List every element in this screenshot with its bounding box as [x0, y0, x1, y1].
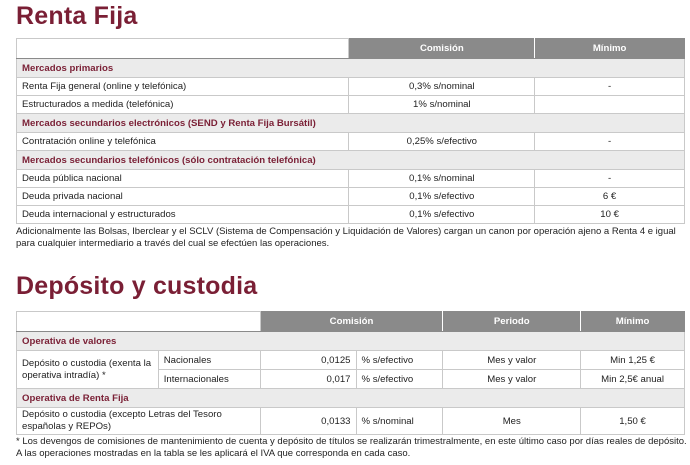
row-periodo: Mes y valor: [443, 351, 581, 370]
section-row: [17, 151, 685, 170]
row-concept: Contratación online y telefónica: [17, 133, 349, 151]
row-value: 0,017: [260, 370, 356, 389]
row-concept: Deuda pública nacional: [17, 170, 349, 188]
table-row: [17, 78, 685, 96]
row-comision: 0,1% s/efectivo: [349, 188, 535, 206]
row-minimo: 10 €: [535, 206, 685, 224]
table-header-row: [17, 312, 685, 332]
row-comision: 0,1% s/efectivo: [349, 206, 535, 224]
row-concept: Renta Fija general (online y telefónica): [17, 78, 349, 96]
table-row: [17, 408, 685, 435]
deposito-table: [16, 311, 685, 435]
row-periodo: Mes y valor: [443, 370, 581, 389]
table-row: [17, 206, 685, 224]
row-concept: Depósito o custodia (excepto Letras del Tesoro españolas y REPOs): [17, 408, 261, 435]
row-minimo: [535, 96, 685, 114]
table-row: [17, 188, 685, 206]
deposito-title: Depósito y custodia: [16, 272, 258, 300]
header-blank: [17, 39, 349, 59]
row-unit: % s/efectivo: [356, 370, 443, 389]
header-minimo: Mínimo: [535, 39, 685, 59]
row-concept: Deuda privada nacional: [17, 188, 349, 206]
row-minimo: Min 1,25 €: [581, 351, 685, 370]
row-concept: Deuda internacional y estructurados: [17, 206, 349, 224]
section-label: Operativa de Renta Fija: [17, 389, 685, 408]
row-minimo: -: [535, 170, 685, 188]
section-label: Mercados secundarios electrónicos (SEND y Renta Fija Bursátil): [17, 114, 685, 133]
header-blank: [17, 312, 261, 332]
section-row: [17, 332, 685, 351]
renta-fija-note: Adicionalmente las Bolsas, Iberclear y el SCLV (Sistema de Compensación y Liquidación de Valores) cargan un canon por operación ajeno a Renta 4 e igual para cualquier intermediario a través del cual se efectúen las operaciones.: [16, 226, 676, 249]
section-label: Operativa de valores: [17, 332, 685, 351]
row-comision: 0,25% s/efectivo: [349, 133, 535, 151]
row-concept: Depósito o custodia (exenta la operativa intradía) *: [17, 351, 159, 389]
header-periodo: Periodo: [443, 312, 581, 332]
renta-fija-title: Renta Fija: [16, 2, 138, 30]
row-minimo: 1,50 €: [581, 408, 685, 435]
section-row: [17, 389, 685, 408]
row-market: Nacionales: [158, 351, 260, 370]
header-comision: Comisión: [349, 39, 535, 59]
row-minimo: -: [535, 133, 685, 151]
header-comision: Comisión: [260, 312, 443, 332]
row-minimo: 6 €: [535, 188, 685, 206]
row-periodo: Mes: [443, 408, 581, 435]
row-value: 0,0133: [260, 408, 356, 435]
row-concept: Estructurados a medida (telefónica): [17, 96, 349, 114]
header-minimo: Mínimo: [581, 312, 685, 332]
row-minimo: Min 2,5€ anual: [581, 370, 685, 389]
table-row: [17, 351, 685, 370]
table-row: [17, 96, 685, 114]
row-comision: 1% s/nominal: [349, 96, 535, 114]
row-comision: 0,3% s/nominal: [349, 78, 535, 96]
row-minimo: -: [535, 78, 685, 96]
row-comision: 0,1% s/nominal: [349, 170, 535, 188]
section-row: [17, 59, 685, 78]
row-market: Internacionales: [158, 370, 260, 389]
renta-fija-table: [16, 38, 685, 224]
row-unit: % s/nominal: [356, 408, 443, 435]
section-label: Mercados secundarios telefónicos (sólo contratación telefónica): [17, 151, 685, 170]
row-unit: % s/efectivo: [356, 351, 443, 370]
section-row: [17, 114, 685, 133]
deposito-note: * Los devengos de comisiones de mantenimiento de cuenta y depósito de títulos se realizarán trimestralmente, en este último caso por días reales de depósito. A las operaciones mostradas en la tabla se les aplicará el IVA que corresponda en cada caso.: [16, 436, 687, 459]
table-row: [17, 170, 685, 188]
table-row: [17, 133, 685, 151]
table-header-row: [17, 39, 685, 59]
row-value: 0,0125: [260, 351, 356, 370]
section-label: Mercados primarios: [17, 59, 685, 78]
